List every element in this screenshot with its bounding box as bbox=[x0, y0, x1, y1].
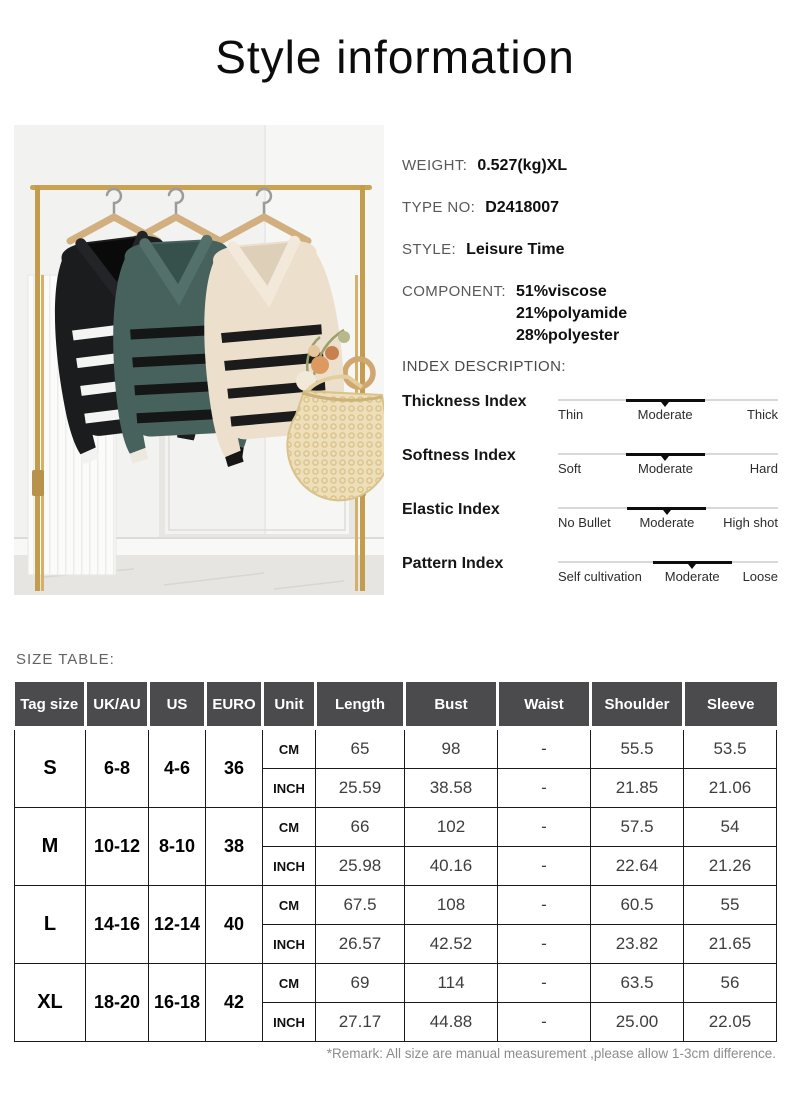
measure-cell: 22.64 bbox=[591, 847, 684, 886]
measure-cell: 66 bbox=[316, 808, 405, 847]
component-value: 21%polyamide bbox=[516, 305, 628, 322]
slider-levels bbox=[558, 407, 778, 422]
measure-cell: - bbox=[498, 847, 591, 886]
product-photo bbox=[14, 125, 384, 595]
slider-level-selected: Moderate bbox=[637, 407, 693, 422]
slider-level-selected: Moderate bbox=[664, 569, 720, 584]
slider-level: Thin bbox=[558, 407, 584, 422]
uk-au-cell: 6-8 bbox=[86, 728, 149, 808]
measure-cell: 27.17 bbox=[316, 1003, 405, 1042]
measure-cell: 23.82 bbox=[591, 925, 684, 964]
thickness-index-row bbox=[402, 391, 778, 427]
slider-level: No Bullet bbox=[558, 515, 611, 530]
pattern-index-row bbox=[402, 553, 778, 589]
component-label: COMPONENT: bbox=[402, 283, 507, 300]
unit-cell: CM bbox=[263, 728, 316, 769]
elastic-slider bbox=[558, 499, 778, 535]
size-row-s-cm bbox=[15, 728, 777, 769]
elastic-index-row bbox=[402, 499, 778, 535]
measure-cell: 25.59 bbox=[316, 769, 405, 808]
measure-cell: 108 bbox=[405, 886, 498, 925]
slider-level: Self cultivation bbox=[558, 569, 642, 584]
size-table-label: SIZE TABLE: bbox=[16, 651, 115, 668]
component-row bbox=[402, 282, 778, 348]
measure-cell: 69 bbox=[316, 964, 405, 1003]
measure-cell: 65 bbox=[316, 728, 405, 769]
euro-cell: 38 bbox=[206, 808, 263, 886]
unit-cell: INCH bbox=[263, 925, 316, 964]
us-cell: 16-18 bbox=[149, 964, 206, 1042]
slider-level: Hard bbox=[749, 461, 778, 476]
thickness-slider bbox=[558, 391, 778, 427]
type-no-row bbox=[402, 198, 778, 217]
style-value: Leisure Time bbox=[466, 241, 565, 258]
component-values bbox=[516, 282, 627, 348]
unit-cell: INCH bbox=[263, 1003, 316, 1042]
measure-cell: - bbox=[498, 769, 591, 808]
unit-cell: CM bbox=[263, 886, 316, 925]
header-bust: Bust bbox=[405, 682, 498, 728]
type-no-value: D2418007 bbox=[485, 199, 560, 216]
uk-au-cell: 14-16 bbox=[86, 886, 149, 964]
style-row bbox=[402, 240, 778, 259]
measure-cell: 55.5 bbox=[591, 728, 684, 769]
us-cell: 8-10 bbox=[149, 808, 206, 886]
measure-cell: - bbox=[498, 808, 591, 847]
header-sleeve: Sleeve bbox=[684, 682, 777, 728]
product-details bbox=[402, 156, 778, 607]
slider-level: Soft bbox=[558, 461, 582, 476]
measure-cell: 57.5 bbox=[591, 808, 684, 847]
measure-cell: - bbox=[498, 728, 591, 769]
header-tag-size: Tag size bbox=[15, 682, 86, 728]
tag-size-cell: S bbox=[15, 728, 86, 808]
slider-level: Thick bbox=[746, 407, 778, 422]
pattern-slider bbox=[558, 553, 778, 589]
measure-cell: 25.98 bbox=[316, 847, 405, 886]
measurement-remark: *Remark: All size are manual measurement ,please allow 1-3cm difference. bbox=[326, 1046, 776, 1061]
size-row-xl-cm bbox=[15, 964, 777, 1003]
header-uk-au: UK/AU bbox=[86, 682, 149, 728]
softness-index-row bbox=[402, 445, 778, 481]
unit-cell: INCH bbox=[263, 847, 316, 886]
measure-cell: 38.58 bbox=[405, 769, 498, 808]
type-no-label: TYPE NO: bbox=[402, 199, 476, 216]
slider-levels bbox=[558, 461, 778, 476]
page-title: Style information bbox=[215, 31, 575, 83]
header-waist: Waist bbox=[498, 682, 591, 728]
size-table bbox=[14, 682, 777, 1042]
measure-cell: 54 bbox=[684, 808, 777, 847]
weight-value: 0.527(kg)XL bbox=[477, 157, 568, 174]
header-euro: EURO bbox=[206, 682, 263, 728]
us-cell: 4-6 bbox=[149, 728, 206, 808]
index-name: Thickness Index bbox=[402, 393, 527, 410]
weight-row bbox=[402, 156, 778, 175]
slider-level-selected: Moderate bbox=[638, 461, 693, 476]
measure-cell: 114 bbox=[405, 964, 498, 1003]
measure-cell: 26.57 bbox=[316, 925, 405, 964]
slider-level-selected: Moderate bbox=[639, 515, 695, 530]
measure-cell: 21.65 bbox=[684, 925, 777, 964]
tag-size-cell: M bbox=[15, 808, 86, 886]
header-shoulder: Shoulder bbox=[591, 682, 684, 728]
euro-cell: 36 bbox=[206, 728, 263, 808]
tag-size-cell: L bbox=[15, 886, 86, 964]
unit-cell: INCH bbox=[263, 769, 316, 808]
index-name: Softness Index bbox=[402, 447, 516, 464]
measure-cell: - bbox=[498, 925, 591, 964]
unit-cell: CM bbox=[263, 808, 316, 847]
measure-cell: 42.52 bbox=[405, 925, 498, 964]
measure-cell: 67.5 bbox=[316, 886, 405, 925]
index-name: Pattern Index bbox=[402, 555, 504, 572]
measure-cell: 22.05 bbox=[684, 1003, 777, 1042]
size-row-l-cm bbox=[15, 886, 777, 925]
slider-levels bbox=[558, 515, 778, 530]
uk-au-cell: 10-12 bbox=[86, 808, 149, 886]
measure-cell: 21.26 bbox=[684, 847, 777, 886]
style-label: STYLE: bbox=[402, 241, 457, 258]
header-length: Length bbox=[316, 682, 405, 728]
measure-cell: 21.85 bbox=[591, 769, 684, 808]
index-name: Elastic Index bbox=[402, 501, 500, 518]
unit-cell: CM bbox=[263, 964, 316, 1003]
size-row-m-cm bbox=[15, 808, 777, 847]
measure-cell: 21.06 bbox=[684, 769, 777, 808]
measure-cell: 25.00 bbox=[591, 1003, 684, 1042]
header-us: US bbox=[149, 682, 206, 728]
slider-level: Loose bbox=[742, 569, 778, 584]
measure-cell: 53.5 bbox=[684, 728, 777, 769]
euro-cell: 40 bbox=[206, 886, 263, 964]
us-cell: 12-14 bbox=[149, 886, 206, 964]
size-table-header-row bbox=[15, 682, 777, 728]
component-value: 51%viscose bbox=[516, 283, 607, 300]
uk-au-cell: 18-20 bbox=[86, 964, 149, 1042]
slider-level: High shot bbox=[723, 515, 778, 530]
weight-label: WEIGHT: bbox=[402, 157, 468, 174]
measure-cell: - bbox=[498, 1003, 591, 1042]
product-photo-illustration bbox=[14, 125, 384, 595]
measure-cell: 56 bbox=[684, 964, 777, 1003]
measure-cell: 98 bbox=[405, 728, 498, 769]
euro-cell: 42 bbox=[206, 964, 263, 1042]
tag-size-cell: XL bbox=[15, 964, 86, 1042]
measure-cell: 55 bbox=[684, 886, 777, 925]
measure-cell: 60.5 bbox=[591, 886, 684, 925]
component-value: 28%polyester bbox=[516, 327, 620, 344]
measure-cell: 44.88 bbox=[405, 1003, 498, 1042]
index-description-label: INDEX DESCRIPTION: bbox=[402, 358, 566, 375]
measure-cell: 102 bbox=[405, 808, 498, 847]
measure-cell: - bbox=[498, 886, 591, 925]
header-unit: Unit bbox=[263, 682, 316, 728]
softness-slider bbox=[558, 445, 778, 481]
slider-levels bbox=[558, 569, 778, 584]
measure-cell: 40.16 bbox=[405, 847, 498, 886]
measure-cell: - bbox=[498, 964, 591, 1003]
measure-cell: 63.5 bbox=[591, 964, 684, 1003]
